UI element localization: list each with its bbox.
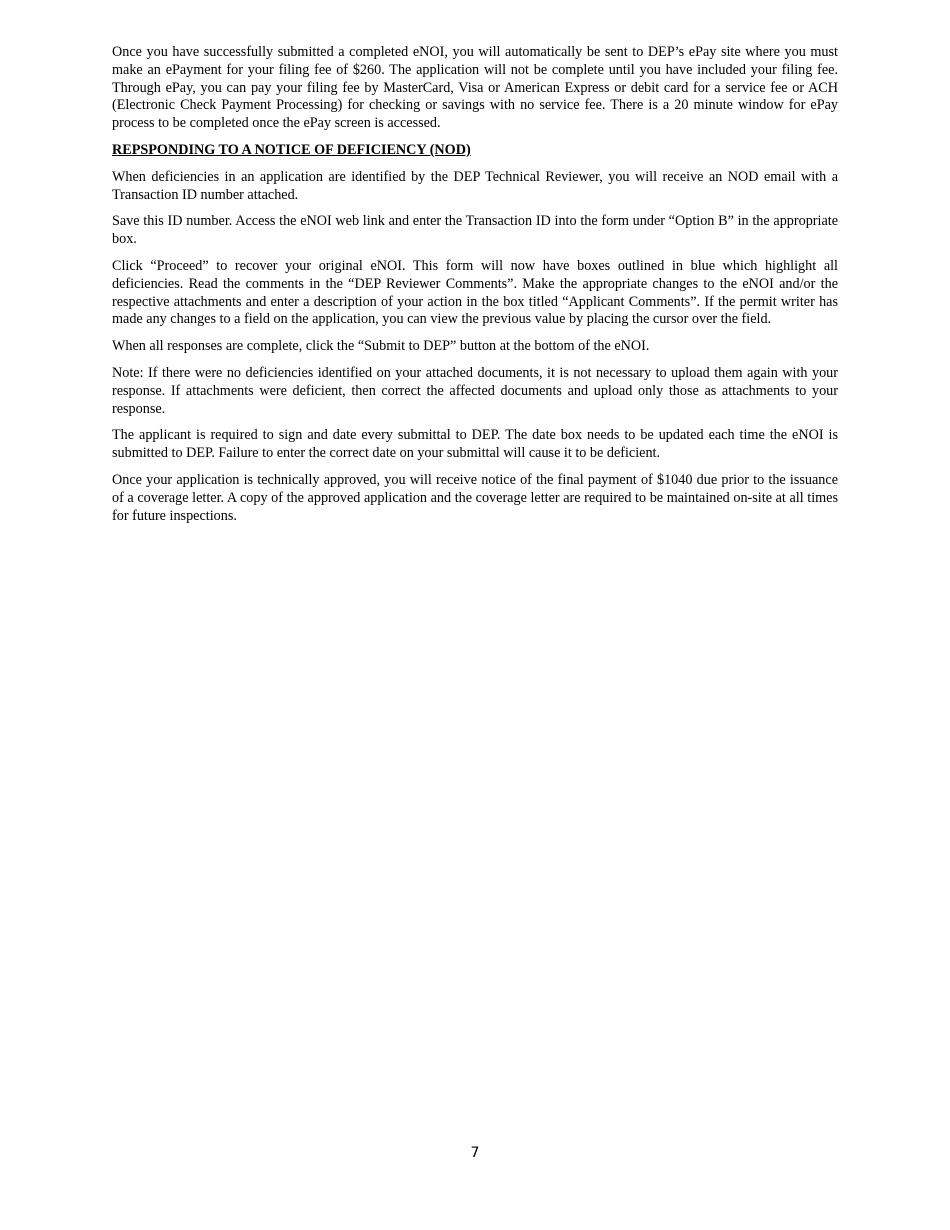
paragraph-epay-filing-fee: Once you have successfully submitted a completed eNOI, you will automatically be sent to DEP’s ePay site where you must make an ePayment for your filing fee of $260. The application will not be complete until you have included your filing fee. Through ePay, you can pay your filing fee by MasterCard, Visa or American Express or debit card for a service fee or ACH (Electronic Check Payment Processing) for checking or savings with no service fee. There is a 20 minute window for ePay process to be completed once the ePay screen is accessed. [112, 44, 838, 132]
paragraph-nod-email: When deficiencies in an application are identified by the DEP Technical Reviewer, you will receive an NOD email with a Transaction ID number attached. [112, 168, 838, 203]
section-heading-nod: REPSPONDING TO A NOTICE OF DEFICIENCY (NOD) [112, 141, 471, 158]
paragraph-click-proceed: Click “Proceed” to recover your original eNOI. This form will now have boxes outlined in blue which highlight all deficiencies. Read the comments in the “DEP Reviewer Comments”. Make the appropriate changes to the eNOI and/or the respective attachments and enter a description of your action in the box titled “Applicant Comments”. If the permit writer has made any changes to a field on the application, you can view the previous value by placing the cursor over the field. [112, 257, 838, 328]
paragraph-sign-and-date: The applicant is required to sign and date every submittal to DEP. The date box needs to be updated each time the eNOI is submitted to DEP. Failure to enter the correct date on your submittal will cause it to be deficient. [112, 427, 838, 462]
paragraph-submit-to-dep: When all responses are complete, click the “Submit to DEP” button at the bottom of the eNOI. [112, 338, 650, 355]
paragraph-note-attachments: Note: If there were no deficiencies identified on your attached documents, it is not necessary to upload them again with your response. If attachments were deficient, then correct the affected documents and upload only those as attachments to your response. [112, 364, 838, 417]
page-number: 7 [470, 1145, 480, 1161]
paragraph-final-payment: Once your application is technically approved, you will receive notice of the final payment of $1040 due prior to the issuance of a coverage letter. A copy of the approved application and the coverage letter are required to be maintained on-site at all times for future inspections. [112, 471, 838, 524]
paragraph-save-transaction-id: Save this ID number. Access the eNOI web link and enter the Transaction ID into the form under “Option B” in the appropriate box. [112, 213, 838, 248]
page-content [112, 44, 838, 534]
